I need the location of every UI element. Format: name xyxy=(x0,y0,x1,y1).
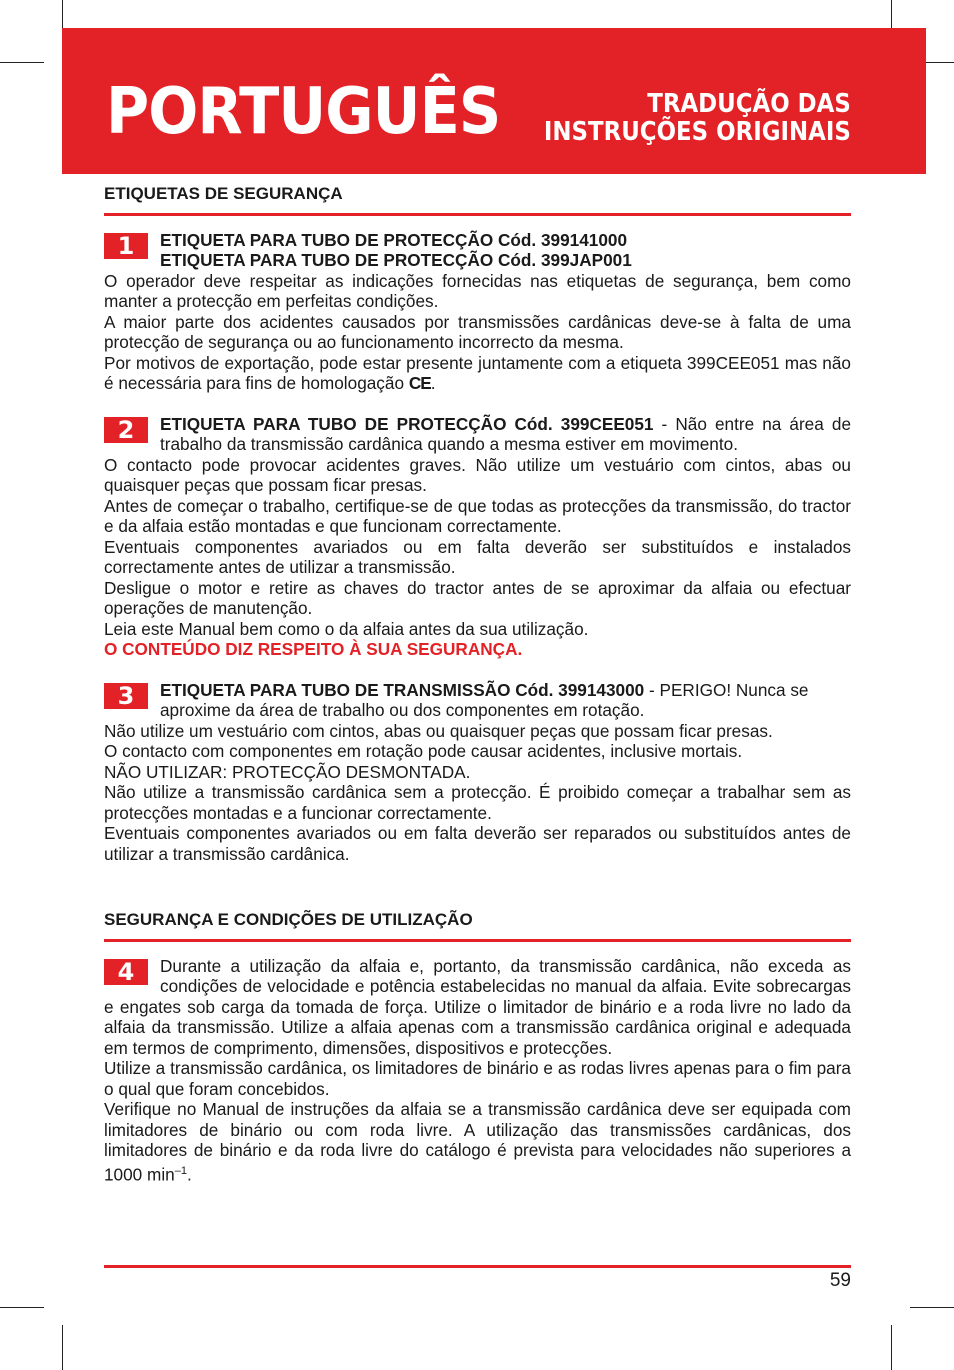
item-2 xyxy=(104,414,851,660)
crop-mark xyxy=(0,62,44,63)
item-4-intro xyxy=(104,956,851,1059)
page-number: 59 xyxy=(829,1270,851,1291)
item-3 xyxy=(104,680,851,865)
paragraph: A maior parte dos acidentes causados por transmissões cardânicas deve-se à falta de uma protecção de segurança ou ao funcionamento incorrecto da mesma. xyxy=(104,311,851,352)
paragraph-text: Durante a utilização da alfaia e, portanto, da transmissão cardânica, não exceda as condições de velocidade e potência estabelecidas no manual da alfaia. Evite sobrecargas e engates sob carga da tomada de força. Utilize o limitador de binário e a roda livre no lado da alfaia da transmissão. Utilize a alfaia apenas com a transmissão cardânica original e adequada em termos de comprimento, dimensões, dispositivos e protecções. xyxy=(104,955,851,1058)
paragraph-end: . xyxy=(186,1164,192,1185)
footer-rule xyxy=(104,1265,851,1268)
item-4 xyxy=(104,956,851,1185)
item-number-badge: 2 xyxy=(104,417,148,443)
paragraph: NÃO UTILIZAR: PROTECÇÃO DESMONTADA. xyxy=(104,761,471,782)
item-3-intro xyxy=(104,680,851,721)
item-2-title-rest: - Não entre na área de trabalho da transmissão cardânica quando a mesma estiver em movimento. xyxy=(160,413,851,454)
item-1-title-b: ETIQUETA PARA TUBO DE PROTECÇÃO Cód. 399JAP001 xyxy=(160,250,632,270)
section-heading-safety-conditions: SEGURANÇA E CONDIÇÕES DE UTILIZAÇÃO xyxy=(104,910,851,942)
ce-mark-icon: CE xyxy=(408,373,431,393)
paragraph: Utilize a transmissão cardânica, os limitadores de binário e as rodas livres apenas para o fim para o qual que foram concebidos. xyxy=(104,1058,851,1099)
header-banner xyxy=(62,28,926,174)
item-number-badge: 4 xyxy=(104,959,148,985)
item-number-badge: 3 xyxy=(104,683,148,709)
item-2-intro xyxy=(104,414,851,455)
paragraph: Antes de começar o trabalho, certifique-se de que todas as protecções da transmissão, do tractor e da alfaia estão montadas e que funcionam correctamente. xyxy=(104,495,851,536)
paragraph: Por motivos de exportação, pode estar presente juntamente com a etiqueta 399CEE051 mas não é necessária para fins de homologação CE. xyxy=(104,352,851,393)
paragraph: Leia este Manual bem como o da alfaia antes da sua utilização. xyxy=(104,618,589,639)
paragraph: O contacto pode provocar acidentes graves. Não utilize um vestuário com cintos, abas ou quaisquer peças que possam ficar presas. xyxy=(104,454,851,495)
item-number-badge: 1 xyxy=(104,233,148,259)
paragraph: Não utilize um vestuário com cintos, abas ou quaisquer peças que possam ficar presas. xyxy=(104,720,773,741)
crop-mark xyxy=(910,1307,954,1308)
item-1 xyxy=(104,230,851,394)
section-heading-safety-labels: ETIQUETAS DE SEGURANÇA xyxy=(104,184,851,216)
paragraph: Eventuais componentes avariados ou em falta deverão ser substituídos e instalados correctamente antes de utilizar a transmissão. xyxy=(104,536,851,577)
paragraph: O operador deve respeitar as indicações fornecidas nas etiquetas de segurança, bem como manter a protecção em perfeitas condições. xyxy=(104,270,851,311)
crop-mark xyxy=(0,1307,44,1308)
paragraph: Não utilize a transmissão cardânica sem a protecção. É proibido começar a trabalhar sem as protecções montadas e a funcionar correctamente. xyxy=(104,782,851,823)
paragraph: Eventuais componentes avariados ou em falta deverão ser reparados ou substituídos antes de utilizar a transmissão cardânica. xyxy=(104,823,851,864)
item-3-title: ETIQUETA PARA TUBO DE TRANSMISSÃO Cód. 399143000 xyxy=(160,679,645,700)
header-subtitle xyxy=(544,90,851,146)
item-3-title-rest: - PERIGO! Nunca se aproxime da área de trabalho ou dos componentes em rotação. xyxy=(160,679,809,720)
language-title: PORTUGUÊS xyxy=(106,75,501,149)
crop-mark xyxy=(891,1325,892,1370)
exponent: –1 xyxy=(174,1164,187,1177)
paragraph-text: Por motivos de exportação, pode estar presente juntamente com a etiqueta 399CEE051 mas não é necessária para fins de homologação xyxy=(104,352,851,393)
subtitle-line-1: TRADUÇÃO DAS xyxy=(647,89,851,119)
paragraph xyxy=(104,1099,851,1185)
page-content xyxy=(104,184,851,1205)
crop-mark xyxy=(62,1325,63,1370)
paragraph-text: Verifique no Manual de instruções da alfaia se a transmissão cardânica deve ser equipada com limitadores de binário ou com roda livre. A utilização das transmissões cardânicas, dos limitadores de binário e da roda livre do catálogo é prevista para velocidades não superiores a 1000 min xyxy=(104,1099,851,1185)
paragraph: Desligue o motor e retire as chaves do tractor antes de se aproximar da alfaia ou efectuar operações de manutenção. xyxy=(104,577,851,618)
item-1-title-a: ETIQUETA PARA TUBO DE PROTECÇÃO Cód. 399141000 xyxy=(160,229,628,250)
safety-warning: O CONTEÚDO DIZ RESPEITO À SUA SEGURANÇA. xyxy=(104,639,523,659)
paragraph: O contacto com componentes em rotação pode causar acidentes, inclusive mortais. xyxy=(104,741,743,761)
subtitle-line-2: INSTRUÇÕES ORIGINAIS xyxy=(544,117,851,147)
item-2-title: ETIQUETA PARA TUBO DE PROTECÇÃO Cód. 399CEE051 xyxy=(160,413,654,434)
